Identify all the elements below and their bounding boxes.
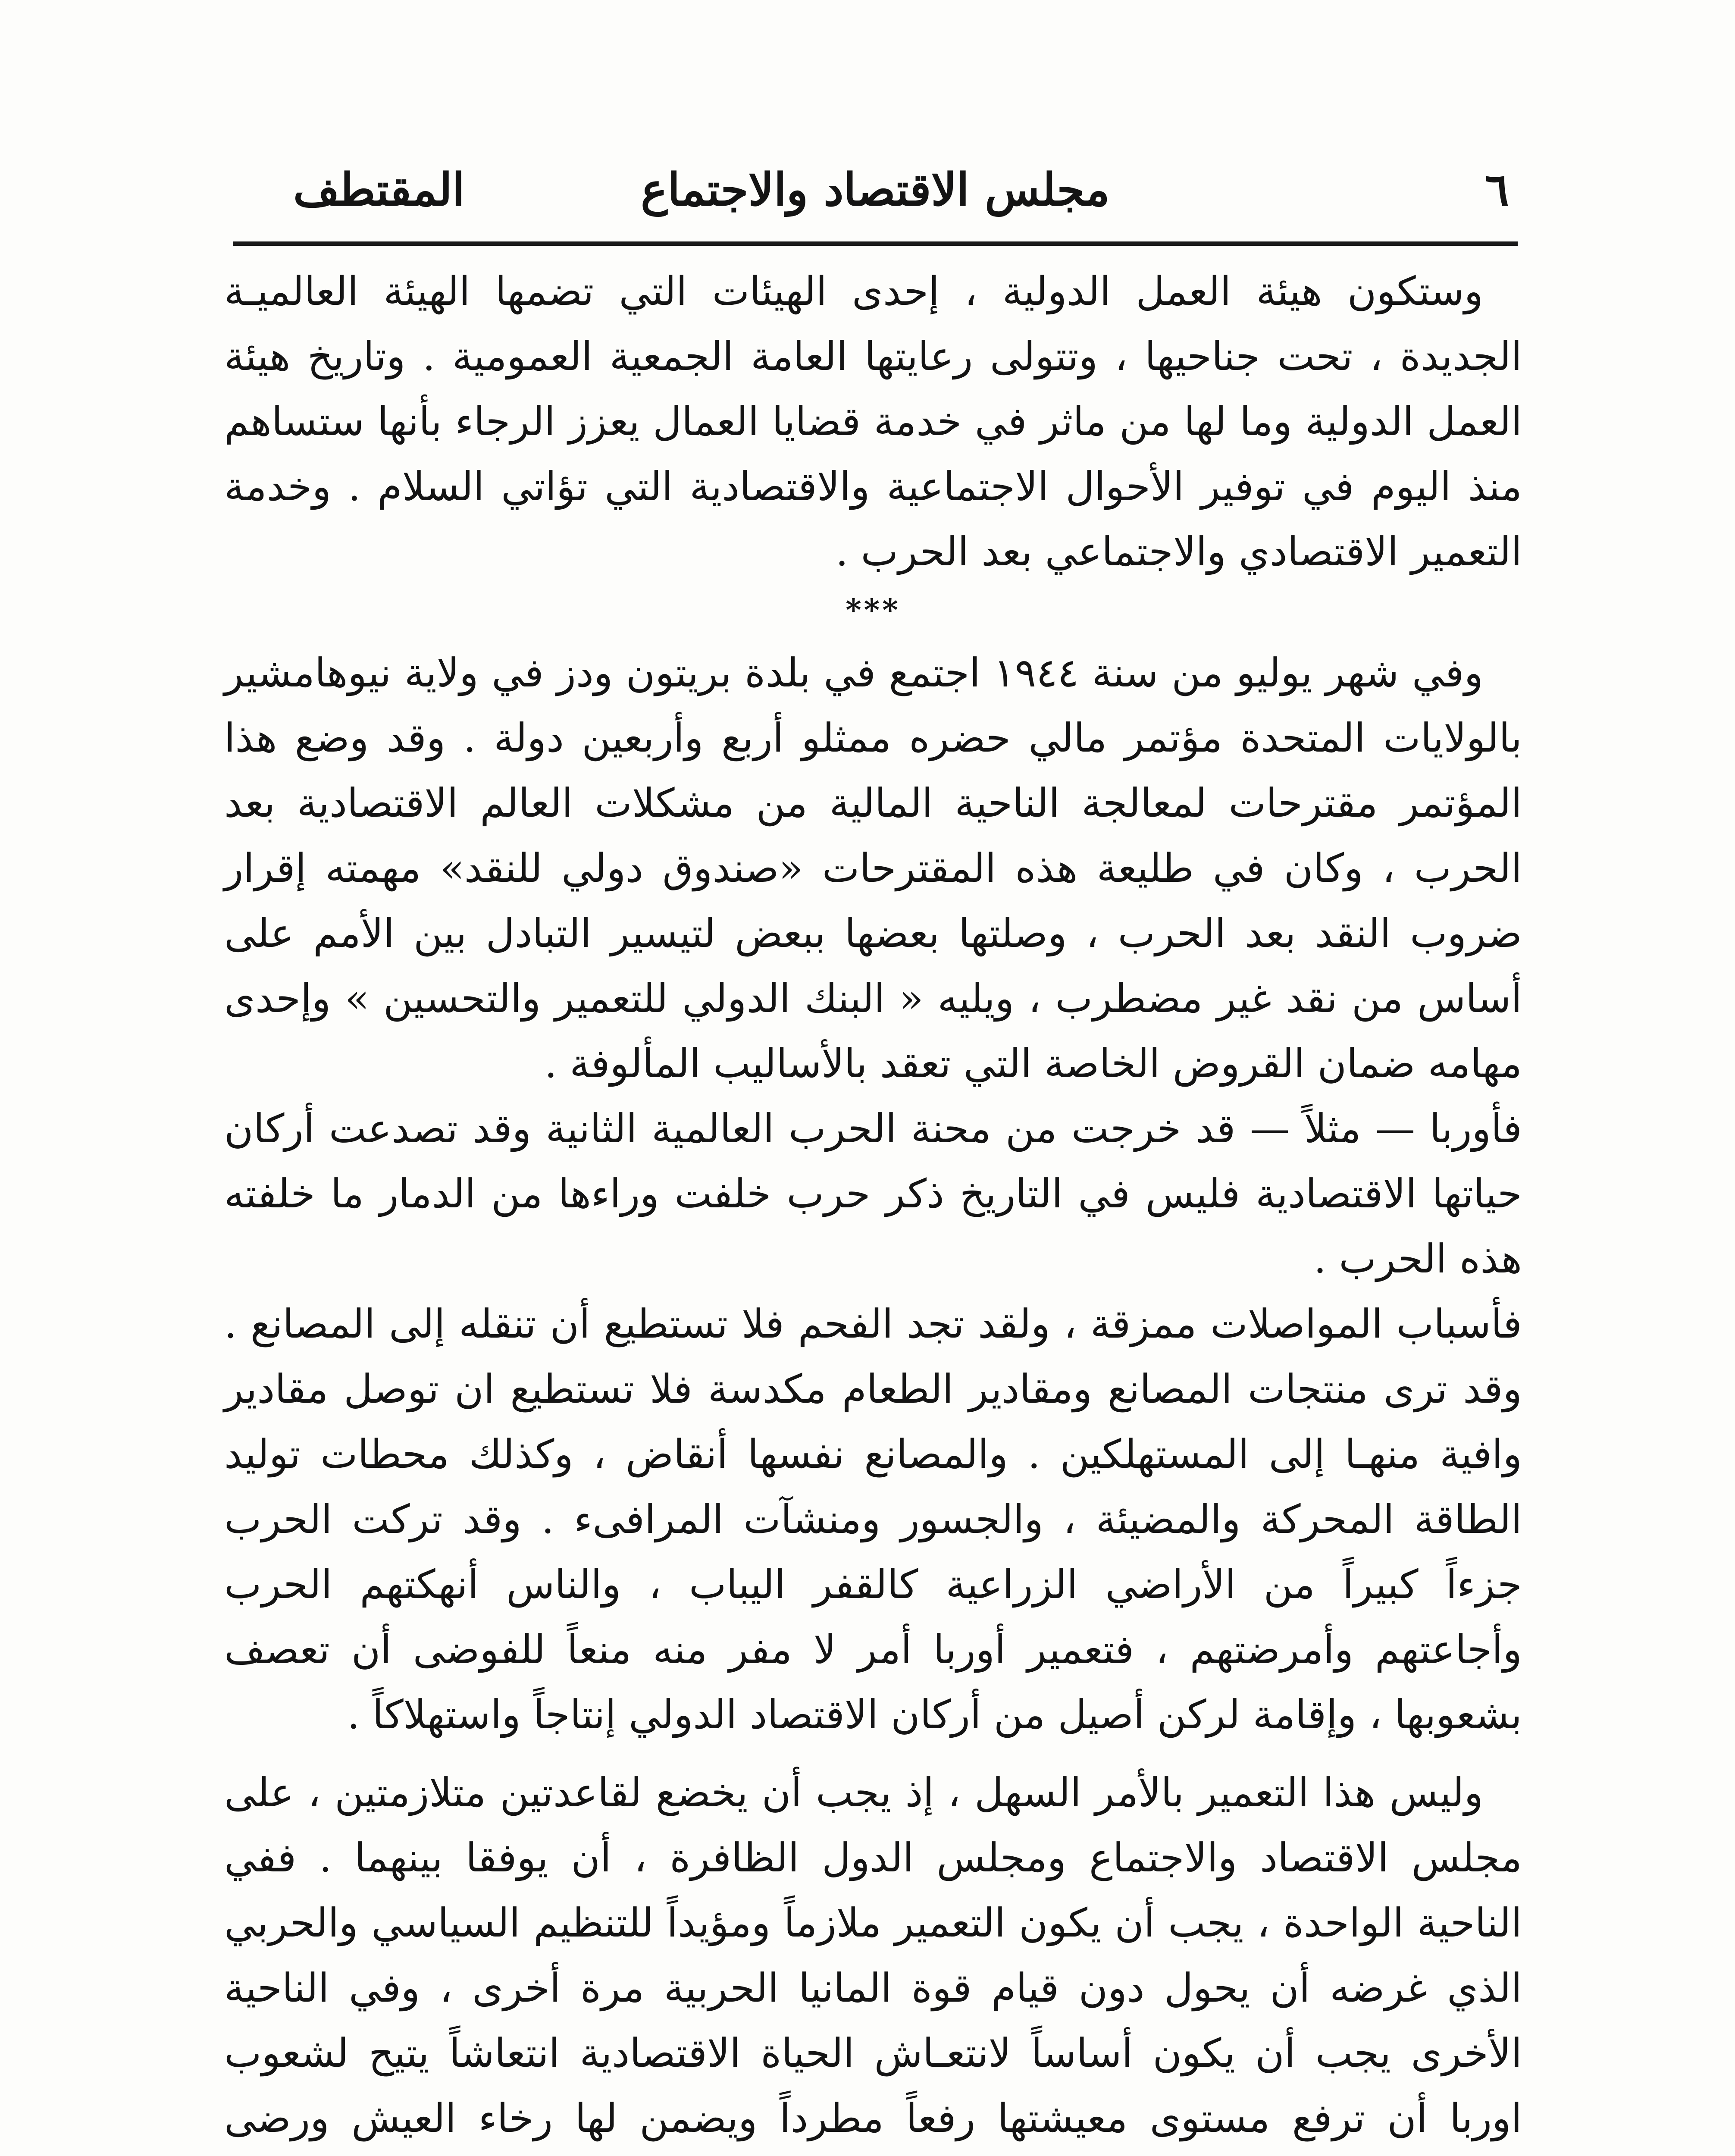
paragraph-5: وليس هذا التعمير بالأمر السهل ، إذ يجب أن يخضع لقاعدتين متلازمتين ، على مجلس الاقتصاد والاجتماع ومجلس الدول الظافرة ، أن يوفقا بينهما . ففي الناحية الواحدة ، يجب أن يكون التعمير ملازماً ومؤيداً للتنظيم السياسي والحربي الذي غرضه أن يحول دون قيام قوة المانيا الحربية مرة أخرى ، وفي الناحية الأخرى يجب أن يكون أساساً لانتعـاش الحياة الاقتصادية انتعاشاً يتيح لشعوب اوربا أن ترفع مستوى معيشتها رفعاً مطرداً ويضمن لها رخاء العيش ورضى — [224, 1770, 1522, 2141]
page-header — [241, 142, 1509, 224]
paragraph-gap — [224, 1747, 1522, 1760]
paragraph-2: وفي شهر يوليو من سنة ١٩٤٤ اجتمع في بلدة بريتون ودز في ولاية نيوهامشير بالولايات المتحدة مؤتمر مالي حضره ممثلو أربع وأربعين دولة . وقد وضع هذا المؤتمر مقترحات لمعالجة الناحية المالية من مشكلات العالم الاقتصادية بعد الحرب ، وكان في طليعة هذه المقترحات «صندوق دولي للنقد» مهمته إقرار ضروب النقد بعد الحرب ، وصلتها بعضها ببعض لتيسير التبادل بين الأمم على أساس من نقد غير مضطرب ، ويليه « البنك الدولي للتعمير والتحسين » وإحدى مهامه ضمان القروض الخاصة التي تعقد بالأساليب المألوفة . — [224, 650, 1522, 1087]
article-body — [224, 259, 1522, 2156]
paragraph-1: وستكون هيئة العمل الدولية ، إحدى الهيئات التي تضمها الهيئة العالميـة الجديدة ، تحت جناحيها ، وتتولى رعايتها العامة الجمعية العمومية . وتاريخ هيئة العمل الدولية وما لها من ماثر في خدمة قضايا العمال يعزز الرجاء بأنها ستساهم منذ اليوم في توفير الأحوال الاجتماعية والاقتصادية التي تؤاتي السلام . وخدمة التعمير الاقتصادي والاجتماعي بعد الحرب . — [224, 268, 1522, 575]
paragraph-3: فأوربا — مثلاً — قد خرجت من محنة الحرب العالمية الثانية وقد تصدعت أركان حياتها الاقتصادية فليس في التاريخ ذكر حرب خلفت وراءها من الدمار ما خلفته هذه الحرب . — [224, 1106, 1522, 1282]
running-title: مجلس الاقتصاد والاجتماع — [641, 163, 1110, 216]
journal-name: المقتطف — [293, 163, 465, 216]
header-rule — [233, 241, 1518, 246]
page-number: ٦ — [1485, 163, 1509, 216]
section-separator: *** — [846, 592, 901, 628]
paragraph-4: فأسباب المواصلات ممزقة ، ولقد تجد الفحم فلا تستطيع أن تنقله إلى المصانع . وقد ترى منتجات المصانع ومقادير الطعام مكدسة فلا تستطيع ان توصل مقادير وافية منهـا إلى المستهلكين . والمصانع نفسها أنقاض ، وكذلك محطات توليد الطاقة المحركة والمضيئة ، والجسور ومنشآت المرافىء . وقد تركت الحرب جزءاً كبيراً من الأراضي الزراعية كالقفر اليباب ، والناس أنهكتهم الحرب وأجاعتهم وأمرضتهم ، فتعمير أوربا أمر لا مفر منه منعاً للفوضى أن تعصف بشعوبها ، وإقامة لركن أصيل من أركان الاقتصاد الدولي إنتاجاً واستهلاكاً . — [224, 1301, 1522, 1738]
